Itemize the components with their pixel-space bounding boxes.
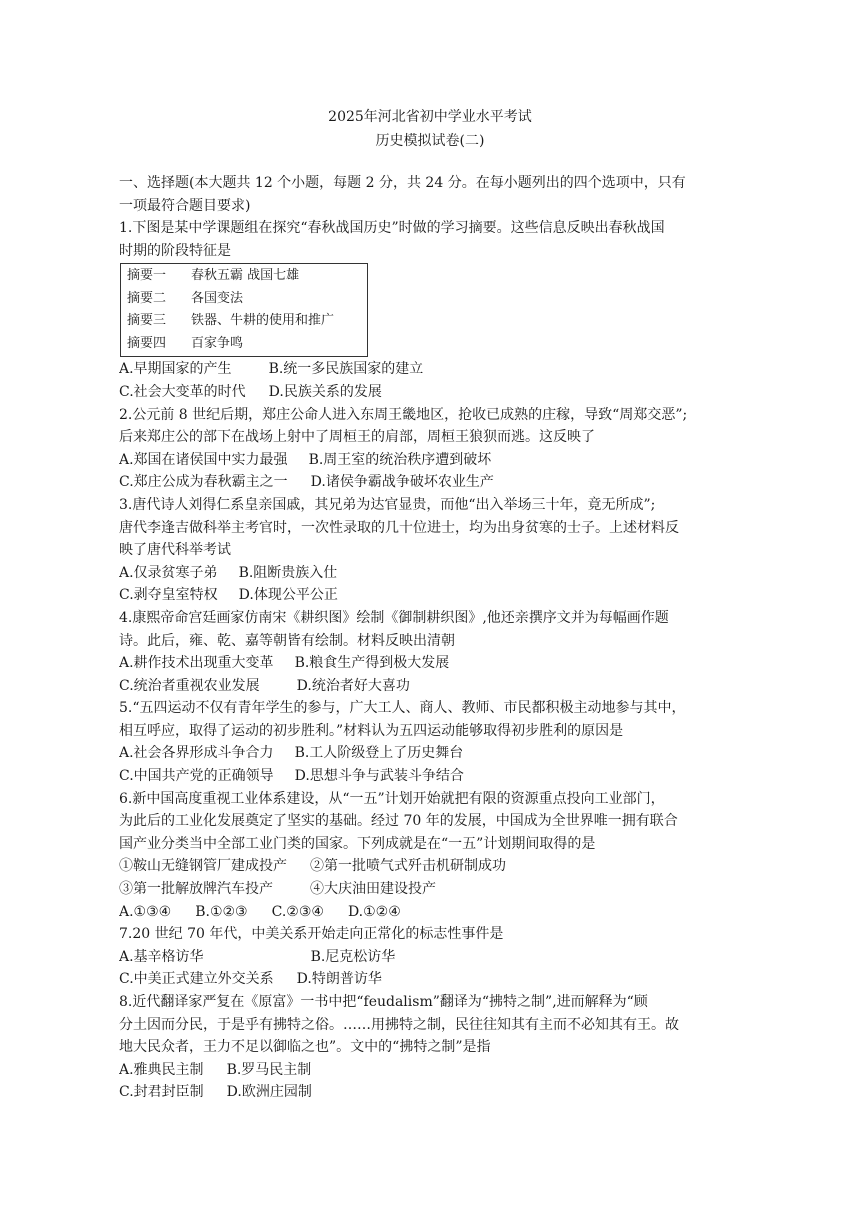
option-c: C.中国共产党的正确领导 xyxy=(119,768,274,785)
item-1: ①鞍山无缝钢管厂建成投产 xyxy=(119,858,287,875)
option-a: A.社会各界形成斗争合力 xyxy=(119,745,274,762)
question-5-stem: 5.“五四运动不仅有青年学生的参与，广大工人、商人、教师、市民都积极主动地参与其中， xyxy=(119,700,686,717)
question-7-options-cd xyxy=(119,968,739,991)
question-2-options-cd xyxy=(119,471,739,494)
option-b: B.尼克松访华 xyxy=(310,948,396,965)
question-3-options-cd xyxy=(119,584,739,607)
question-5-stem-cont: 相互呼应，取得了运动的初步胜利。”材料认为五四运动能够取得初步胜利的原因是 xyxy=(119,722,624,739)
summary-key: 摘要三 xyxy=(127,313,167,329)
question-2-stem: 2.公元前 8 世纪后期，郑庄公命人进入东周王畿地区，抢收已成熟的庄稼，导致“周郑交恶”; xyxy=(119,406,688,423)
item-4: ④大庆油田建设投产 xyxy=(310,881,436,898)
option-c: C.中美正式建立外交关系 xyxy=(119,971,274,988)
question-8-stem-cont: 分土因而分民，于是乎有拂特之俗。……用拂特之制，民往往知其有主而不必知其有王。故 xyxy=(119,1016,679,1033)
question-4-options-ab xyxy=(119,652,739,675)
question-1-options-ab xyxy=(119,358,739,381)
question-8-options-cd xyxy=(119,1081,739,1104)
option-b: B.工人阶级登上了历史舞台 xyxy=(294,745,464,762)
option-b: B.粮食生产得到极大发展 xyxy=(294,655,450,672)
summary-key: 摘要二 xyxy=(127,290,167,306)
option-c: C.封君封臣制 xyxy=(119,1084,204,1101)
summary-value: 百家争鸣 xyxy=(191,335,244,351)
question-3-stem: 3.唐代诗人刘得仁系皇亲国戚，其兄弟为达官显贵，而他“出入举场三十年，竟无所成”; xyxy=(119,496,656,513)
section-heading: 一、选择题(本大题共 12 个小题，每题 2 分，共 24 分。在每小题列出的四个选项中，只有 xyxy=(119,175,686,191)
option-d: D.诸侯争霸战争破坏农业生产 xyxy=(310,474,494,491)
option-d: D.体现公平公正 xyxy=(238,587,338,604)
option-d: D.特朗普访华 xyxy=(296,971,382,988)
exam-subtitle: 历史模拟试卷(二) xyxy=(375,133,485,149)
option-a: A.郑国在诸侯国中实力最强 xyxy=(119,451,288,468)
option-a: A.雅典民主制 xyxy=(119,1061,204,1078)
option-b: B.阻断贵族入仕 xyxy=(238,564,338,581)
question-3-options-ab xyxy=(119,562,739,585)
question-6-stem-cont2: 国产业分类当中全部工业门类的国家。下列成就是在“一五”计划期间取得的是 xyxy=(119,835,596,852)
question-2-stem-cont: 后来郑庄公的部下在战场上射中了周桓王的肩部，周桓王狼狈而逃。这反映了 xyxy=(119,429,595,446)
item-3: ③第一批解放牌汽车投产 xyxy=(119,881,273,898)
question-1-summary-box xyxy=(120,263,368,357)
option-d: D.欧洲庄园制 xyxy=(226,1084,312,1101)
option-b: B.①②③ xyxy=(195,903,248,920)
option-b: B.统一多民族国家的建立 xyxy=(268,361,424,378)
option-d: D.①②④ xyxy=(347,903,401,920)
summary-row xyxy=(127,310,361,333)
exam-title: 2025年河北省初中学业水平考试 xyxy=(328,109,532,125)
question-6-options xyxy=(119,901,739,924)
question-3-stem-cont: 唐代李逢吉做科举主考官时，一次性录取的几十位进士，均为出身贫寒的士子。上述材料反 xyxy=(119,519,679,536)
option-c: C.社会大变革的时代 xyxy=(119,383,246,400)
option-b: B.周王室的统治秩序遭到破坏 xyxy=(308,451,492,468)
question-5-options-cd xyxy=(119,765,739,788)
option-c: C.郑庄公成为春秋霸主之一 xyxy=(119,474,288,491)
question-6-items-34 xyxy=(119,878,739,901)
option-c: C.②③④ xyxy=(271,903,324,920)
question-6-items-12 xyxy=(119,855,739,878)
question-4-stem: 4.康熙帝命宫廷画家仿南宋《耕织图》绘制《御制耕织图》,他还亲撰序文并为每幅画作题 xyxy=(119,609,669,626)
summary-value: 铁器、牛耕的使用和推广 xyxy=(191,313,335,329)
item-2: ②第一批喷气式歼击机研制成功 xyxy=(310,858,506,875)
question-3-stem-cont2: 映了唐代科举考试 xyxy=(119,542,231,559)
summary-row xyxy=(127,265,361,288)
question-7-options-ab xyxy=(119,946,739,969)
summary-value: 各国变法 xyxy=(191,290,244,306)
question-1-options-cd xyxy=(119,381,739,404)
option-c: C.剥夺皇室特权 xyxy=(119,587,218,604)
question-1-stem-cont: 时期的阶段特征是 xyxy=(119,242,231,259)
question-8-stem: 8.近代翻译家严复在《原富》一书中把“feudalism”翻译为“拂特之制”,进而解释为“顾 xyxy=(119,994,648,1010)
option-a: A.早期国家的产生 xyxy=(119,361,232,378)
option-a: A.耕作技术出现重大变革 xyxy=(119,655,274,672)
question-2-options-ab xyxy=(119,449,739,472)
question-6-stem: 6.新中国高度重视工业体系建设，从“一五”计划开始就把有限的资源重点投向工业部门， xyxy=(119,790,665,807)
summary-row xyxy=(127,288,361,311)
section-heading-cont: 一项最符合题目要求) xyxy=(119,197,251,214)
option-d: D.思想斗争与武装斗争结合 xyxy=(294,768,464,785)
question-5-options-ab xyxy=(119,742,739,765)
option-b: B.罗马民主制 xyxy=(226,1061,312,1078)
summary-row xyxy=(127,333,361,356)
option-a: A.仅录贫寒子弟 xyxy=(119,564,218,581)
option-d: D.民族关系的发展 xyxy=(268,383,382,400)
option-d: D.统治者好大喜功 xyxy=(296,677,410,694)
question-7-stem: 7.20 世纪 70 年代，中美关系开始走向正常化的标志性事件是 xyxy=(119,926,504,943)
question-1-stem: 1.下图是某中学课题组在探究“春秋战国历史”时做的学习摘要。这些信息反映出春秋战国 xyxy=(119,220,665,237)
question-6-stem-cont: 为此后的工业化发展奠定了坚实的基础。经过 70 年的发展，中国成为全世界唯一拥有联合 xyxy=(119,813,678,830)
question-8-options-ab xyxy=(119,1059,739,1082)
summary-key: 摘要一 xyxy=(127,268,167,284)
summary-key: 摘要四 xyxy=(127,335,167,351)
question-8-stem-cont2: 地大民众者，王力不足以御临之也”。文中的“拂特之制”是指 xyxy=(119,1039,491,1056)
exam-body xyxy=(119,172,739,1104)
option-a: A.基辛格访华 xyxy=(119,948,204,965)
question-4-options-cd xyxy=(119,675,739,698)
option-c: C.统治者重视农业发展 xyxy=(119,677,260,694)
summary-value: 春秋五霸 战国七雄 xyxy=(191,268,300,284)
option-a: A.①③④ xyxy=(119,903,172,920)
question-4-stem-cont: 诗。此后，雍、乾、嘉等朝皆有绘制。材料反映出清朝 xyxy=(119,632,455,649)
